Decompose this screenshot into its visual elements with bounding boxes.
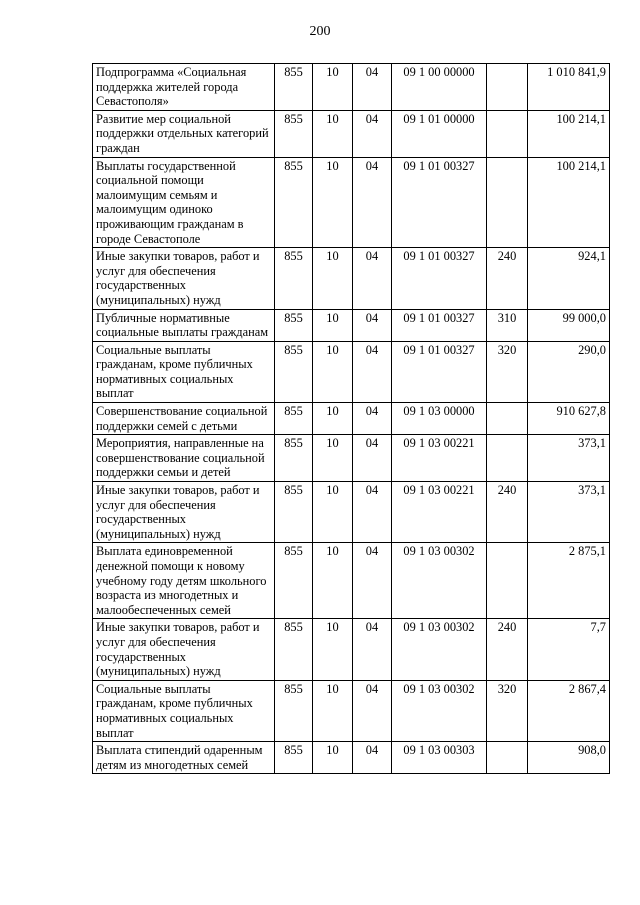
cell-ministry-code: 855	[275, 64, 313, 111]
cell-amount: 908,0	[528, 742, 610, 774]
cell-expense-type	[487, 435, 528, 482]
cell-ministry-code: 855	[275, 435, 313, 482]
cell-ministry-code: 855	[275, 157, 313, 248]
cell-target-article: 09 1 01 00327	[392, 309, 487, 341]
cell-ministry-code: 855	[275, 309, 313, 341]
cell-amount: 1 010 841,9	[528, 64, 610, 111]
cell-target-article: 09 1 03 00302	[392, 543, 487, 619]
cell-expense-type: 310	[487, 309, 528, 341]
cell-section: 10	[313, 309, 353, 341]
cell-target-article: 09 1 01 00327	[392, 341, 487, 402]
cell-name: Совершенствование социальной поддержки семей с детьми	[93, 403, 275, 435]
cell-name: Выплата стипендий одаренным детям из многодетных семей	[93, 742, 275, 774]
cell-ministry-code: 855	[275, 619, 313, 680]
cell-expense-type	[487, 543, 528, 619]
table-row	[93, 435, 610, 482]
cell-section: 10	[313, 619, 353, 680]
cell-expense-type	[487, 403, 528, 435]
cell-target-article: 09 1 03 00302	[392, 680, 487, 741]
cell-target-article: 09 1 03 00302	[392, 619, 487, 680]
cell-amount: 2 867,4	[528, 680, 610, 741]
cell-name: Иные закупки товаров, работ и услуг для обеспечения государственных (муниципальных) нужд	[93, 248, 275, 309]
cell-amount: 373,1	[528, 482, 610, 543]
cell-ministry-code: 855	[275, 742, 313, 774]
cell-subsection: 04	[353, 157, 392, 248]
cell-name: Подпрограмма «Социальная поддержка жителей города Севастополя»	[93, 64, 275, 111]
cell-name: Выплаты государственной социальной помощи малоимущим семьям и малоимущим одиноко проживающим гражданам в городе Севастополе	[93, 157, 275, 248]
cell-expense-type: 240	[487, 619, 528, 680]
cell-section: 10	[313, 403, 353, 435]
cell-subsection: 04	[353, 64, 392, 111]
cell-target-article: 09 1 01 00327	[392, 248, 487, 309]
cell-expense-type	[487, 157, 528, 248]
cell-subsection: 04	[353, 543, 392, 619]
cell-ministry-code: 855	[275, 341, 313, 402]
cell-ministry-code: 855	[275, 110, 313, 157]
cell-expense-type: 240	[487, 248, 528, 309]
page-number: 200	[309, 24, 331, 39]
cell-section: 10	[313, 543, 353, 619]
cell-target-article: 09 1 03 00303	[392, 742, 487, 774]
cell-target-article: 09 1 03 00000	[392, 403, 487, 435]
cell-name: Социальные выплаты гражданам, кроме публичных нормативных социальных выплат	[93, 341, 275, 402]
cell-amount: 7,7	[528, 619, 610, 680]
cell-section: 10	[313, 742, 353, 774]
cell-subsection: 04	[353, 619, 392, 680]
cell-section: 10	[313, 680, 353, 741]
cell-name: Публичные нормативные социальные выплаты гражданам	[93, 309, 275, 341]
cell-amount: 99 000,0	[528, 309, 610, 341]
cell-amount: 100 214,1	[528, 110, 610, 157]
cell-subsection: 04	[353, 341, 392, 402]
table-row	[93, 403, 610, 435]
cell-subsection: 04	[353, 435, 392, 482]
cell-target-article: 09 1 01 00327	[392, 157, 487, 248]
cell-expense-type: 320	[487, 341, 528, 402]
cell-section: 10	[313, 248, 353, 309]
table-row	[93, 309, 610, 341]
cell-subsection: 04	[353, 403, 392, 435]
cell-ministry-code: 855	[275, 680, 313, 741]
cell-name: Иные закупки товаров, работ и услуг для обеспечения государственных (муниципальных) нужд	[93, 619, 275, 680]
cell-subsection: 04	[353, 309, 392, 341]
cell-ministry-code: 855	[275, 403, 313, 435]
cell-target-article: 09 1 01 00000	[392, 110, 487, 157]
cell-name: Иные закупки товаров, работ и услуг для обеспечения государственных (муниципальных) нужд	[93, 482, 275, 543]
cell-name: Выплата единовременной денежной помощи к новому учебному году детям школьного возраста из многодетных и малообеспеченных семей	[93, 543, 275, 619]
cell-section: 10	[313, 110, 353, 157]
cell-amount: 924,1	[528, 248, 610, 309]
table-row	[93, 543, 610, 619]
cell-ministry-code: 855	[275, 543, 313, 619]
budget-table	[92, 63, 610, 774]
cell-section: 10	[313, 157, 353, 248]
table-body	[93, 64, 610, 774]
cell-amount: 910 627,8	[528, 403, 610, 435]
cell-amount: 2 875,1	[528, 543, 610, 619]
cell-expense-type	[487, 742, 528, 774]
table-row	[93, 619, 610, 680]
cell-subsection: 04	[353, 248, 392, 309]
table-row	[93, 482, 610, 543]
cell-amount: 373,1	[528, 435, 610, 482]
cell-section: 10	[313, 435, 353, 482]
table-row	[93, 248, 610, 309]
cell-expense-type	[487, 110, 528, 157]
cell-expense-type	[487, 64, 528, 111]
cell-ministry-code: 855	[275, 248, 313, 309]
cell-subsection: 04	[353, 482, 392, 543]
cell-section: 10	[313, 64, 353, 111]
cell-target-article: 09 1 03 00221	[392, 435, 487, 482]
cell-amount: 100 214,1	[528, 157, 610, 248]
cell-target-article: 09 1 00 00000	[392, 64, 487, 111]
table-row	[93, 110, 610, 157]
cell-name: Социальные выплаты гражданам, кроме публичных нормативных социальных выплат	[93, 680, 275, 741]
table-row	[93, 157, 610, 248]
cell-target-article: 09 1 03 00221	[392, 482, 487, 543]
table-row	[93, 680, 610, 741]
cell-expense-type: 240	[487, 482, 528, 543]
cell-subsection: 04	[353, 680, 392, 741]
cell-name: Развитие мер социальной поддержки отдельных категорий граждан	[93, 110, 275, 157]
cell-expense-type: 320	[487, 680, 528, 741]
cell-name: Мероприятия, направленные на совершенствование социальной поддержки семьи и детей	[93, 435, 275, 482]
cell-ministry-code: 855	[275, 482, 313, 543]
table-row	[93, 341, 610, 402]
table-row	[93, 64, 610, 111]
cell-section: 10	[313, 482, 353, 543]
cell-subsection: 04	[353, 110, 392, 157]
cell-section: 10	[313, 341, 353, 402]
cell-subsection: 04	[353, 742, 392, 774]
table-row	[93, 742, 610, 774]
cell-amount: 290,0	[528, 341, 610, 402]
